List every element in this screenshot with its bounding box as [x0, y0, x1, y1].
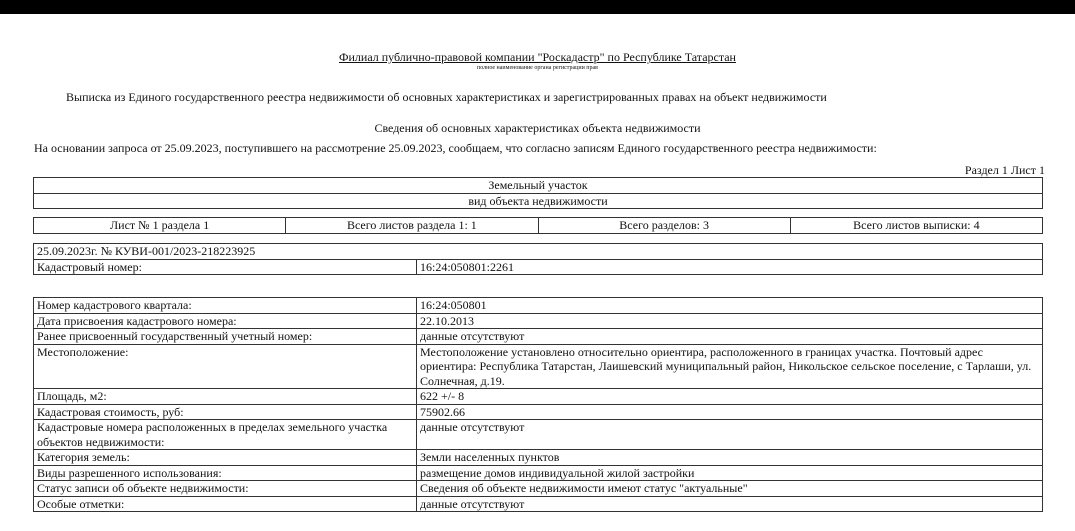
document-title: Выписка из Единого государственного реестра недвижимости об основных характеристиках и зарегистрированных правах на объект недвижимости [66, 90, 827, 104]
cadastral-value: 16:24:050801:2261 [417, 259, 1043, 275]
record-number: 25.09.2023г. № КУВИ-001/2023-218223925 [34, 244, 1043, 260]
sections-total: Всего разделов: 3 [538, 218, 790, 234]
row-label: Номер кадастрового квартала: [34, 298, 417, 314]
document-subtitle: Сведения об основных характеристиках объекта недвижимости [374, 121, 701, 135]
org-caption: полное наименование органа регистрации прав [476, 65, 599, 71]
table-row [34, 344, 1043, 389]
row-label: Виды разрешенного использования: [34, 465, 417, 481]
row-value: Земли населенных пунктов [417, 450, 1043, 466]
table-row [34, 389, 1043, 405]
row-value: 622 +/- 8 [417, 389, 1043, 405]
row-label: Кадастровые номера расположенных в пределах земельного участка объектов недвижимости: [34, 420, 417, 450]
row-value: 75902.66 [417, 404, 1043, 420]
table-row [34, 465, 1043, 481]
table-row [34, 481, 1043, 497]
row-label: Категория земель: [34, 450, 417, 466]
row-label: Дата присвоения кадастрового номера: [34, 313, 417, 329]
row-label: Ранее присвоенный государственный учетный номер: [34, 329, 417, 345]
table-row [34, 313, 1043, 329]
table-row [34, 496, 1043, 512]
extract-sheets-total: Всего листов выписки: 4 [790, 218, 1042, 234]
object-type-table [33, 177, 1043, 209]
cadastral-label: Кадастровый номер: [34, 259, 417, 275]
record-table [33, 243, 1043, 275]
row-label: Кадастровая стоимость, руб: [34, 404, 417, 420]
sheets-table [33, 217, 1043, 234]
row-value: размещение домов индивидуальной жилой застройки [417, 465, 1043, 481]
table-row [34, 420, 1043, 450]
row-value: 16:24:050801 [417, 298, 1043, 314]
characteristics-table [33, 297, 1043, 512]
row-label: Площадь, м2: [34, 389, 417, 405]
section-sheet: Раздел 1 Лист 1 [964, 163, 1045, 177]
row-value: данные отсутствуют [417, 496, 1043, 512]
row-label: Статус записи об объекте недвижимости: [34, 481, 417, 497]
section-sheets-total: Всего листов раздела 1: 1 [286, 218, 538, 234]
top-bar [0, 0, 1075, 14]
object-type-caption: вид объекта недвижимости [34, 193, 1043, 209]
row-value: данные отсутствуют [417, 329, 1043, 345]
row-label: Местоположение: [34, 344, 417, 389]
org-name: Филиал публично-правовой компании "Роскадастр" по Республике Татарстан [339, 50, 736, 64]
table-row [34, 298, 1043, 314]
table-row [34, 404, 1043, 420]
table-row [34, 329, 1043, 345]
row-value: Сведения об объекте недвижимости имеют статус "актуальные" [417, 481, 1043, 497]
row-value: Местоположение установлено относительно ориентира, расположенного в границах участка. Почтовый адрес ориентира: Республика Татарстан, Лаишевский муниципальный район, Никольское сельское поселение, с Тарлаши, ул. Солнечная, д.19. [417, 344, 1043, 389]
table-row [34, 450, 1043, 466]
row-label: Особые отметки: [34, 496, 417, 512]
basis-text: На основании запроса от 25.09.2023, поступившего на рассмотрение 25.09.2023, сообщаем, что согласно записям Единого государственного реестра недвижимости: [34, 141, 877, 155]
object-type: Земельный участок [34, 178, 1043, 194]
row-value: 22.10.2013 [417, 313, 1043, 329]
sheet-number: Лист № 1 раздела 1 [34, 218, 286, 234]
row-value: данные отсутствуют [417, 420, 1043, 450]
